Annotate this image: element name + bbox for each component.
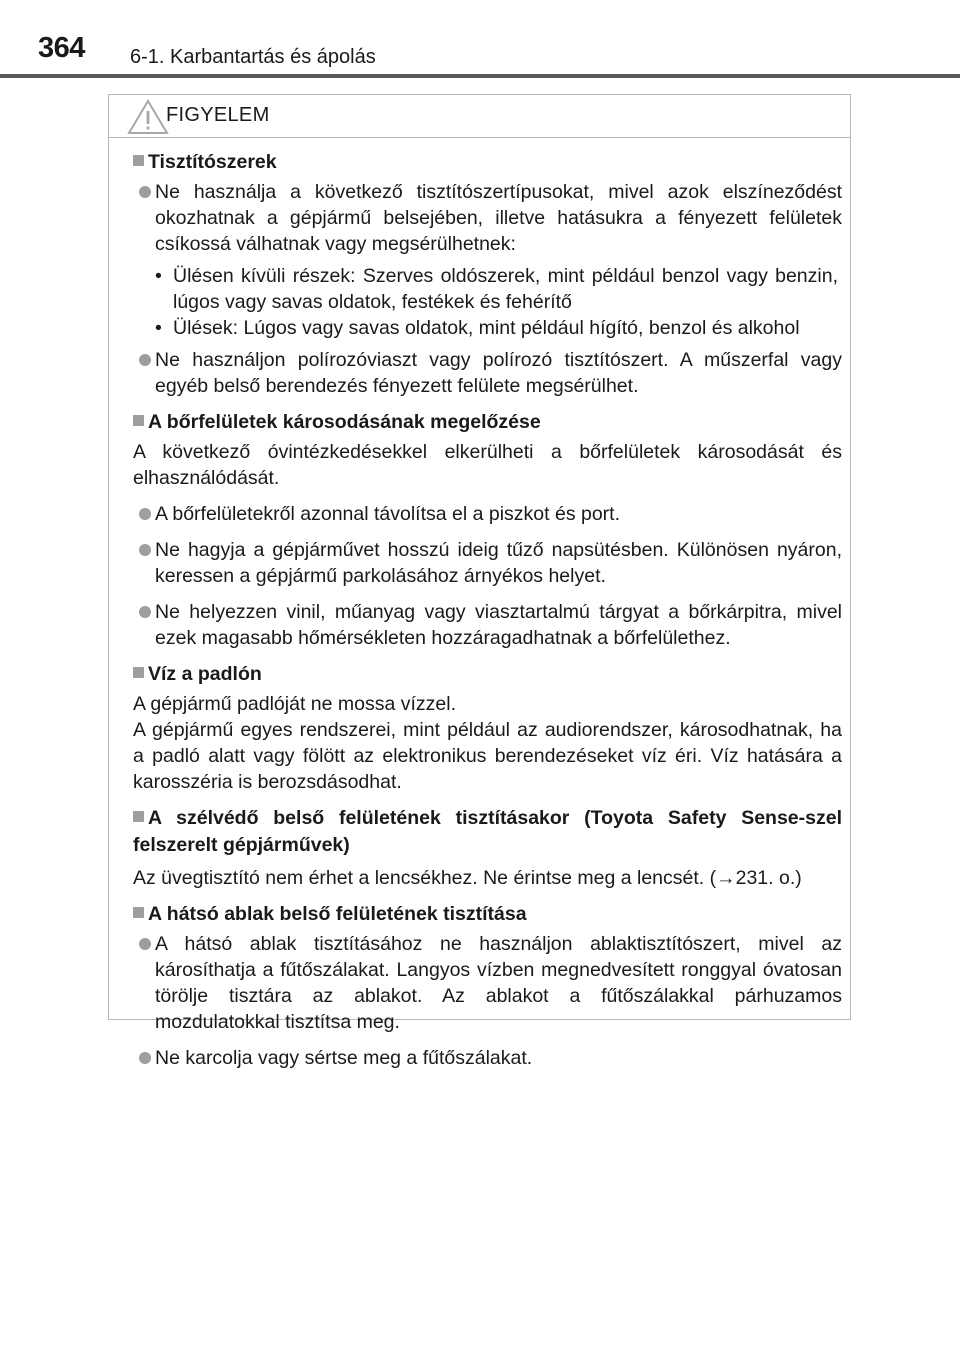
section-title-water-floor: Víz a padlón bbox=[133, 661, 844, 688]
section-title-windshield: A szélvédő belső felületének tisztításakor (Toyota Safety Sense-szel felszerelt gépjárművek) bbox=[133, 807, 842, 856]
list-item: Ne helyezzen vinil, műanyag vagy viasztartalmú tárgyat a bőrkárpitra, mivel ezek magasabb hőmérsékleten hozzáragadhatnak a bőrfelülethez. bbox=[133, 599, 842, 651]
warning-box bbox=[108, 94, 851, 1069]
sub-list-item: • Ülésen kívüli részek: Szerves oldószerek, mint például benzol vagy benzin, lúgos vagy savas oldatok, festékek és fehérítő bbox=[155, 265, 838, 313]
list-item: Ne karcolja vagy sértse meg a fűtőszálakat. bbox=[133, 1045, 842, 1071]
list-item: A hátsó ablak tisztításához ne használjon ablaktisztítószert, mivel az károsíthatja a fűtőszálakat. Langyos vízben megnedvesített ronggyal óvatosan törölje tisztára az ablakot. Az ablakot a fűtőszálakkal párhuzamos mozdulatokkal tisztítsa meg. bbox=[133, 931, 842, 1035]
warning-triangle-icon bbox=[126, 98, 170, 136]
list-item: Ne használjon polírozóviaszt vagy polírozó tisztítószert. A műszerfal vagy egyéb belső berendezés fényezett felülete megsérülhet. bbox=[133, 347, 842, 399]
sub-bullet-icon: • bbox=[155, 265, 162, 287]
bullet-icon bbox=[139, 1052, 151, 1064]
bullet-icon bbox=[139, 544, 151, 556]
paragraph: Az üvegtisztító nem érhet a lencsékhez. Ne érintse meg a lencsét. (→231. o.) bbox=[133, 867, 802, 889]
paragraph: A gépjármű padlóját ne mossa vízzel. bbox=[133, 693, 457, 715]
bullet-icon bbox=[139, 938, 151, 950]
warning-box-header bbox=[109, 95, 850, 138]
section-intro: A következő óvintézkedésekkel elkerülheti a bőrfelületek károsodását és elhasználódását. bbox=[133, 441, 842, 489]
page-header bbox=[0, 0, 960, 80]
list-item: Ne hagyja a gépjárművet hosszú ideig tűző napsütésben. Különösen nyáron, keressen a gépjármű parkolásához árnyékos helyet. bbox=[133, 537, 842, 589]
bullet-icon bbox=[139, 508, 151, 520]
chapter-title: 6-1. Karbantartás és ápolás bbox=[130, 46, 376, 68]
section-marker-icon bbox=[133, 811, 144, 822]
section-title-cleaning-agents: Tisztítószerek bbox=[133, 149, 844, 176]
section-marker-icon bbox=[133, 667, 144, 678]
list-item: Ne használja a következő tisztítószertípusokat, mivel azok elszíneződést okozhatnak a gépjármű belsejében, illetve hatásukra a fényezett felületek csíkossá válhatnak vagy megsérülhetnek: bbox=[133, 179, 842, 257]
bullet-icon bbox=[139, 606, 151, 618]
list-item: A bőrfelületekről azonnal távolítsa el a piszkot és port. bbox=[133, 501, 842, 527]
page-number: 364 bbox=[38, 32, 85, 64]
section-marker-icon bbox=[133, 907, 144, 918]
header-divider bbox=[0, 74, 960, 78]
warning-title: FIGYELEM bbox=[166, 104, 270, 126]
section-title-leather: A bőrfelületek károsodásának megelőzése bbox=[133, 409, 844, 436]
warning-content bbox=[109, 149, 852, 1071]
section-marker-icon bbox=[133, 415, 144, 426]
section-title-rear-window: A hátsó ablak belső felületének tisztítása bbox=[133, 901, 844, 928]
sub-bullet-icon: • bbox=[155, 317, 162, 339]
paragraph: A gépjármű egyes rendszerei, mint például az audiorendszer, károsodhatnak, ha a padló alatt vagy fölött az elektronikus berendezéseket víz éri. Víz hatására a karosszéria is berozsdásodhat. bbox=[133, 719, 842, 793]
sub-list-item: • Ülések: Lúgos vagy savas oldatok, mint például hígító, benzol és alkohol bbox=[155, 317, 800, 339]
section-marker-icon bbox=[133, 155, 144, 166]
bullet-icon bbox=[139, 354, 151, 366]
bullet-icon bbox=[139, 186, 151, 198]
